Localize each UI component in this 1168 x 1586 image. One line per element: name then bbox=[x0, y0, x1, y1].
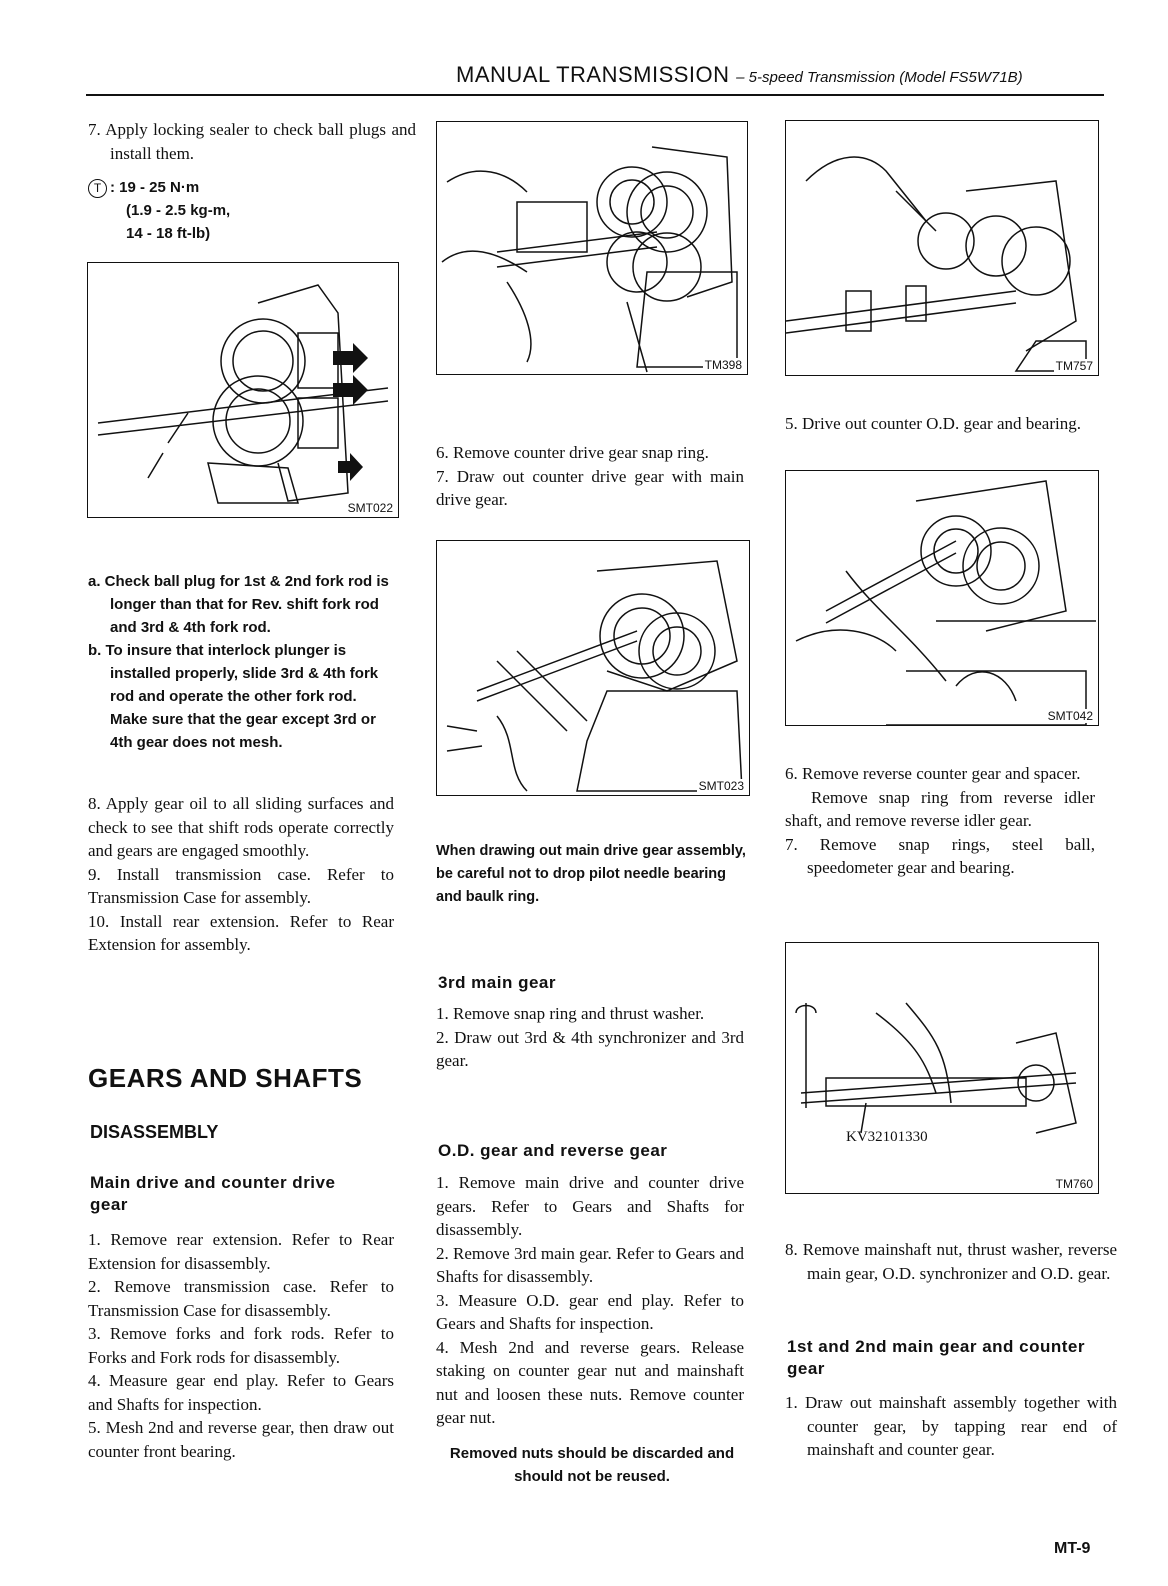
torque-line-3: 14 - 18 ft-lb) bbox=[126, 225, 211, 242]
figure-smt022-drawing bbox=[88, 263, 398, 517]
steps-od-gear bbox=[436, 1171, 744, 1430]
steps-8-10 bbox=[88, 792, 394, 957]
disassembly-step-4: 4. Measure gear end play. Refer to Gears and Shafts for inspection. bbox=[88, 1371, 394, 1414]
figure-tm760 bbox=[785, 942, 1099, 1194]
step-9: 9. Install transmission case. Refer to Transmission Case for assembly. bbox=[88, 864, 394, 907]
page-number: MT-9 bbox=[1054, 1540, 1091, 1557]
col3-step-7: 7. Remove snap rings, steel ball, speedometer gear and bearing. bbox=[785, 834, 1095, 877]
caution-note: When drawing out main drive gear assembly, be careful not to drop pilot needle bearing and baulk ring. bbox=[436, 843, 746, 905]
col2-step-6: 6. Remove counter drive gear snap ring. bbox=[436, 443, 709, 462]
heading-1st-2nd-gear: 1st and 2nd main gear and counter gear bbox=[787, 1337, 1086, 1378]
figure-tm757 bbox=[785, 120, 1099, 376]
col3-step-6-cont: Remove snap ring from reverse idler shaft, and remove reverse idler gear. bbox=[785, 787, 1095, 830]
tool-number: KV32101330 bbox=[846, 1129, 928, 1145]
step-3rd-1: 1. Remove snap ring and thrust washer. bbox=[436, 1004, 705, 1023]
disassembly-step-1: 1. Remove rear extension. Refer to Rear Extension for disassembly. bbox=[88, 1230, 394, 1273]
torque-line-1: : 19 - 25 N·m bbox=[110, 179, 200, 196]
figure-smt023-drawing bbox=[437, 541, 749, 795]
page-header bbox=[456, 62, 1023, 88]
figure-tm398 bbox=[436, 121, 748, 375]
col3-step-8: 8. Remove mainshaft nut, thrust washer, reverse main gear, O.D. synchronizer and O.D. gear. bbox=[785, 1240, 1117, 1283]
figure-tm760-label: TM760 bbox=[1055, 1177, 1093, 1191]
figure-tm757-label: TM757 bbox=[1055, 359, 1093, 373]
subheading-main-drive: Main drive and counter drive gear bbox=[90, 1173, 336, 1214]
notes-list bbox=[88, 570, 394, 754]
disassembly-step-2: 2. Remove transmission case. Refer to Transmission Case for disassembly. bbox=[88, 1277, 394, 1320]
torque-icon: T bbox=[88, 179, 107, 198]
figure-tm757-drawing bbox=[786, 121, 1098, 375]
steps-3rd-main-gear bbox=[436, 1002, 744, 1073]
heading-od-gear: O.D. gear and reverse gear bbox=[438, 1141, 668, 1160]
heading-3rd-main-gear: 3rd main gear bbox=[438, 973, 556, 992]
figure-smt022-label: SMT022 bbox=[347, 501, 393, 515]
subsection-title: DISASSEMBLY bbox=[90, 1122, 219, 1142]
note-a: a. Check ball plug for 1st & 2nd fork rod is longer than that for Rev. shift fork rod and 3rd & 4th fork rod. bbox=[88, 573, 389, 636]
step-od-1: 1. Remove main drive and counter drive gears. Refer to Gears and Shafts for disassembly. bbox=[436, 1173, 744, 1239]
disassembly-step-3: 3. Remove forks and fork rods. Refer to Forks and Fork rods for disassembly. bbox=[88, 1324, 394, 1367]
step-od-3: 3. Measure O.D. gear end play. Refer to Gears and Shafts for inspection. bbox=[436, 1290, 744, 1333]
figure-smt042-drawing bbox=[786, 471, 1098, 725]
figure-tm398-drawing bbox=[437, 122, 747, 374]
disassembly-step-5: 5. Mesh 2nd and reverse gear, then draw out counter front bearing. bbox=[88, 1418, 394, 1461]
note-b: b. To insure that interlock plunger is installed properly, slide 3rd & 4th fork rod and operate the other fork rod. Make sure that the gear except 3rd or 4th gear does not mesh. bbox=[88, 642, 379, 751]
header-subtitle: – 5-speed Transmission (Model FS5W71B) bbox=[736, 69, 1023, 86]
col3-steps-6-7 bbox=[785, 762, 1095, 880]
col2-steps-6-7 bbox=[436, 441, 744, 512]
step-8: 8. Apply gear oil to all sliding surfaces and check to see that shift rods operate correctly and gears are engaged smoothly. bbox=[88, 794, 394, 860]
figure-smt023 bbox=[436, 540, 750, 796]
header-title: MANUAL TRANSMISSION bbox=[456, 62, 730, 87]
figure-smt042 bbox=[785, 470, 1099, 726]
col3-step-5: 5. Drive out counter O.D. gear and bearing. bbox=[785, 414, 1081, 433]
section-title: GEARS AND SHAFTS bbox=[88, 1063, 363, 1093]
disassembly-steps bbox=[88, 1228, 394, 1463]
step-10: 10. Install rear extension. Refer to Rear Extension for assembly. bbox=[88, 911, 394, 954]
torque-line-2: (1.9 - 2.5 kg-m, bbox=[126, 202, 231, 219]
figure-tm760-drawing bbox=[786, 943, 1098, 1193]
step-od-2: 2. Remove 3rd main gear. Refer to Gears and Shafts for disassembly. bbox=[436, 1243, 744, 1286]
step-7: 7. Apply locking sealer to check ball plugs and install them. bbox=[88, 120, 416, 163]
figure-smt023-label: SMT023 bbox=[698, 779, 744, 793]
step-3rd-2: 2. Draw out 3rd & 4th synchronizer and 3rd gear. bbox=[436, 1027, 744, 1070]
figure-smt022 bbox=[87, 262, 399, 518]
figure-smt042-label: SMT042 bbox=[1047, 709, 1093, 723]
col3-step-6: 6. Remove reverse counter gear and spacer. bbox=[785, 764, 1081, 783]
col3-step-1: 1. Draw out mainshaft assembly together with counter gear, by tapping rear end of mainshaft and counter gear. bbox=[785, 1393, 1117, 1459]
col2-step-7: 7. Draw out counter drive gear with main drive gear. bbox=[436, 466, 744, 509]
step-od-4: 4. Mesh 2nd and reverse gears. Release staking on counter gear nut and mainshaft nut and loosen these nuts. Remove counter gear nut. bbox=[436, 1337, 744, 1427]
header-rule bbox=[86, 94, 1104, 96]
figure-tm398-label: TM398 bbox=[704, 358, 742, 372]
warning-note: Removed nuts should be discarded and should not be reused. bbox=[449, 1445, 735, 1485]
